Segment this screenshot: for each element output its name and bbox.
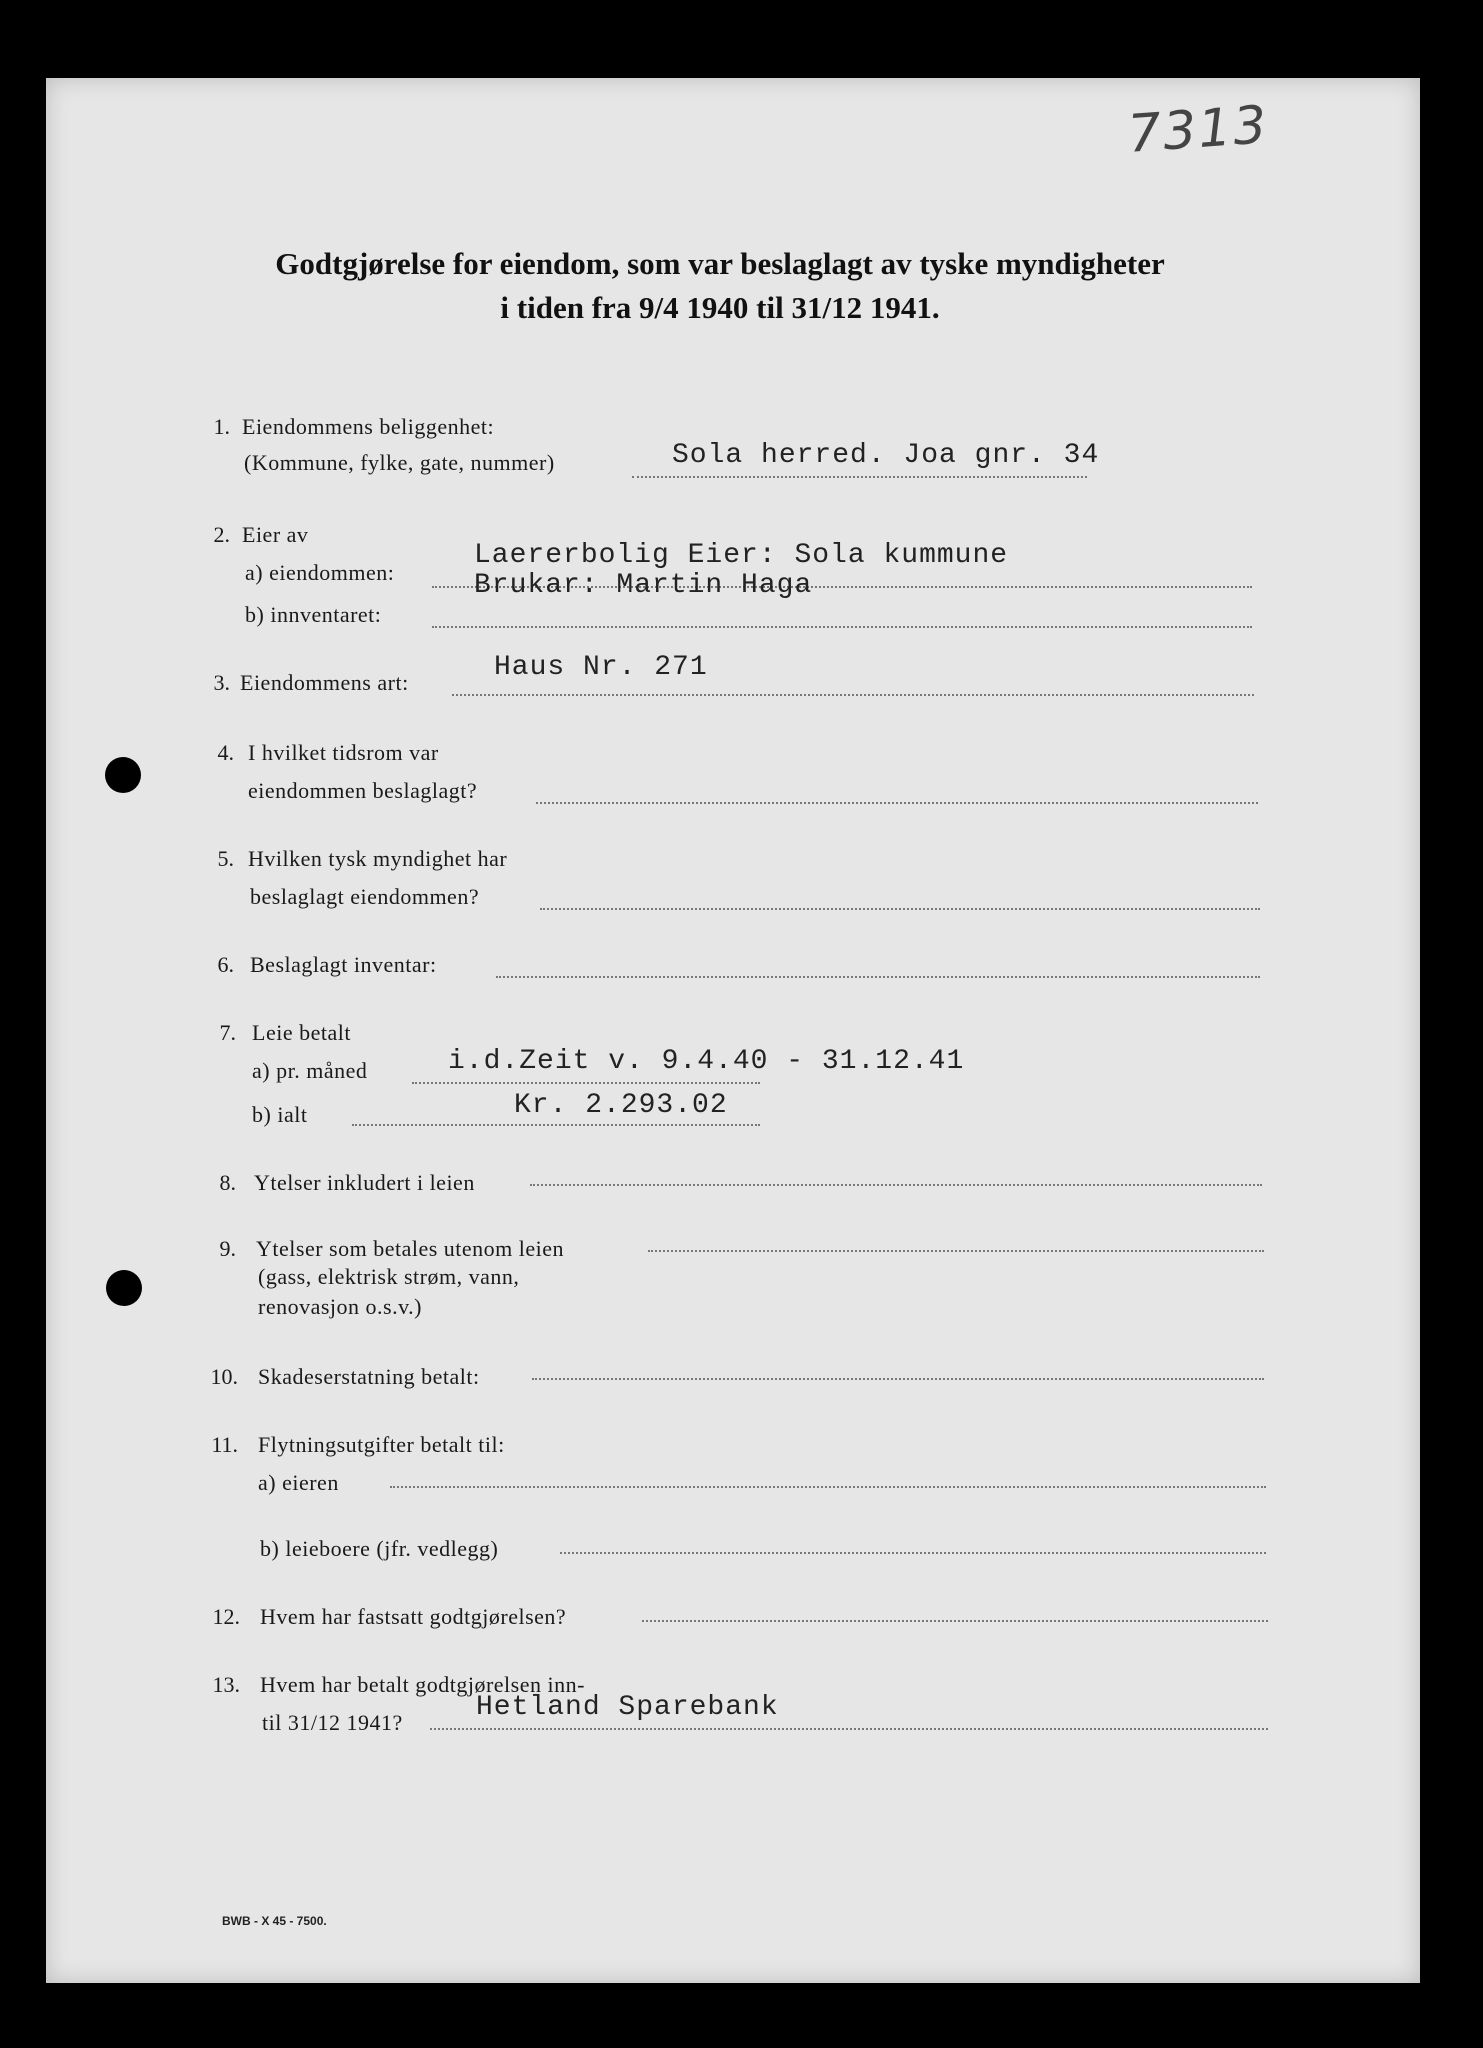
item-8-number: 8.: [219, 1170, 236, 1195]
item-9-number: 9.: [219, 1236, 236, 1261]
item-13-sublabel: til 31/12 1941?: [262, 1710, 403, 1735]
item-7b-label: b) ialt: [252, 1102, 308, 1127]
item-10-number: 10.: [210, 1364, 238, 1389]
item-6-label: Beslaglagt inventar:: [250, 952, 437, 977]
item-4-field-line: [536, 802, 1258, 804]
item-5-field-line: [540, 908, 1260, 910]
item-2b-label: b) innventaret:: [245, 602, 382, 627]
item-2-number: 2.: [213, 522, 230, 547]
item-2b-field-line: [432, 626, 1252, 628]
item-11-number: 11.: [211, 1432, 238, 1457]
item-11b-label: b) leieboere (jfr. vedlegg): [260, 1536, 499, 1561]
item-1-label: Eiendommens beliggenhet:: [242, 414, 495, 439]
item-3-label: Eiendommens art:: [240, 670, 409, 695]
item-9-field-line: [648, 1250, 1264, 1252]
item-7-label: Leie betalt: [252, 1020, 351, 1045]
item-10-field-line: [532, 1378, 1264, 1380]
item-4-label: I hvilket tidsrom var: [248, 740, 439, 765]
item-5-sublabel: beslaglagt eiendommen?: [250, 884, 480, 909]
item-4-sublabel: eiendommen beslaglagt?: [248, 778, 478, 803]
item-9-sublabel-1: (gass, elektrisk strøm, vann,: [258, 1264, 520, 1289]
item-7b-field-line: [352, 1124, 760, 1126]
item-9-sublabel-2: renovasjon o.s.v.): [258, 1294, 422, 1319]
item-1-value: Sola herred. Joa gnr. 34: [672, 440, 1100, 471]
punch-hole-bottom: [106, 1270, 142, 1306]
item-8-field-line: [530, 1184, 1262, 1186]
item-6-field-line: [496, 976, 1260, 978]
form-footer-code: BWB - X 45 - 7500.: [222, 1914, 327, 1928]
item-12-field-line: [642, 1620, 1268, 1622]
item-1-sublabel: (Kommune, fylke, gate, nummer): [244, 450, 555, 475]
title-line-1: Godtgjørelse for eiendom, som var beslaglagt av tyske myndigheter: [275, 246, 1165, 281]
item-11a-label: a) eieren: [258, 1470, 339, 1495]
item-2-label: Eier av: [242, 522, 309, 547]
item-8-label: Ytelser inkludert i leien: [254, 1170, 475, 1195]
item-3-field-line: [452, 694, 1254, 696]
item-6-number: 6.: [217, 952, 234, 977]
form-title: [220, 242, 1220, 330]
item-13-number: 13.: [212, 1672, 240, 1697]
item-11-label: Flytningsutgifter betalt til:: [258, 1432, 505, 1457]
item-5-label: Hvilken tysk myndighet har: [248, 846, 508, 871]
title-line-2: i tiden fra 9/4 1940 til 31/12 1941.: [500, 290, 940, 325]
item-11a-field-line: [390, 1486, 1266, 1488]
item-7b-value: Kr. 2.293.02: [514, 1090, 728, 1121]
item-12-number: 12.: [212, 1604, 240, 1629]
item-1-number: 1.: [213, 414, 230, 439]
item-2a-value: Laererbolig Eier: Sola kummune: [474, 540, 1009, 571]
item-13-label: Hvem har betalt godtgjørelsen inn-: [260, 1672, 585, 1697]
item-7a-label: a) pr. måned: [252, 1058, 368, 1083]
item-2a-label: a) eiendommen:: [245, 560, 395, 585]
item-11b-field-line: [560, 1552, 1266, 1554]
item-13-field-line: [430, 1728, 1268, 1730]
item-1-field-line: [632, 476, 1087, 478]
item-12-label: Hvem har fastsatt godtgjørelsen?: [260, 1604, 567, 1629]
item-3-number: 3.: [213, 670, 230, 695]
item-7-number: 7.: [219, 1020, 236, 1045]
item-10-label: Skadeserstatning betalt:: [258, 1364, 480, 1389]
punch-hole-top: [105, 757, 141, 793]
item-5-number: 5.: [217, 846, 234, 871]
item-13-value: Hetland Sparebank: [476, 1692, 779, 1723]
item-2a-value-line-2: Brukar: Martin Haga: [474, 570, 813, 601]
handwritten-archive-number: 7313: [1126, 95, 1271, 165]
item-7a-field-line: [412, 1082, 760, 1084]
item-7a-value: i.d.Zeit v. 9.4.40 - 31.12.41: [448, 1046, 965, 1077]
item-3-value: Haus Nr. 271: [494, 652, 708, 683]
item-4-number: 4.: [217, 740, 234, 765]
item-9-label: Ytelser som betales utenom leien: [256, 1236, 565, 1261]
